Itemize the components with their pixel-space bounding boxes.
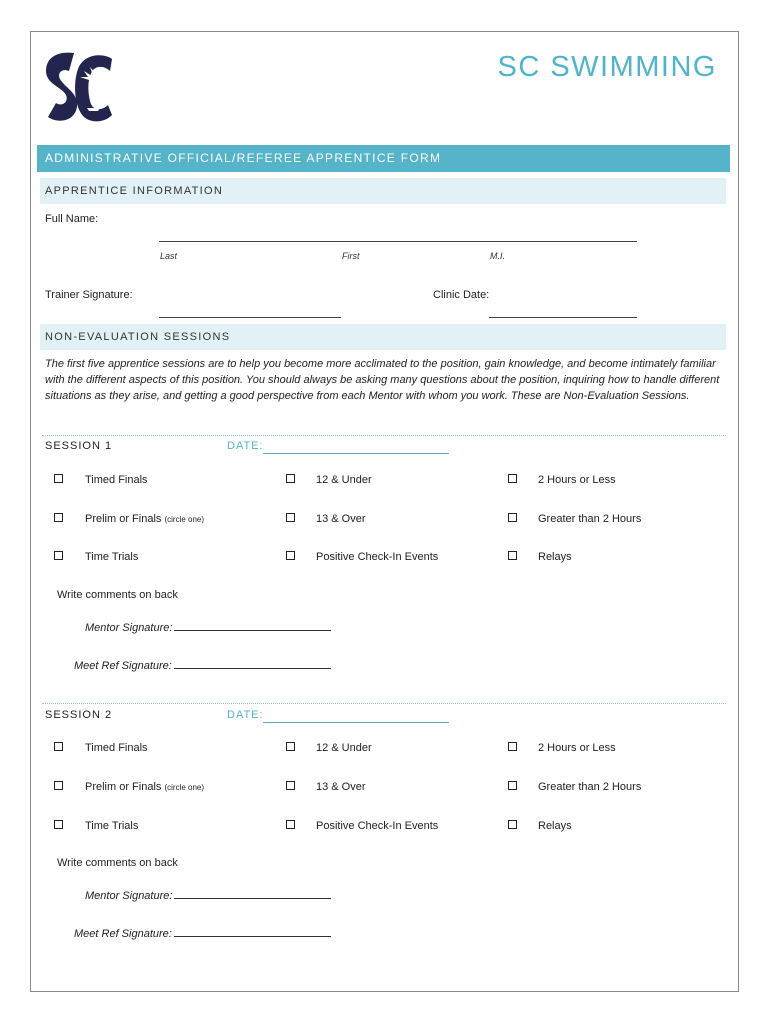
option-relays: Relays [538,551,572,563]
option-timed-finals: Timed Finals [85,742,148,754]
option-13-over: 13 & Over [316,513,366,525]
meet-ref-signature-line[interactable] [174,658,331,669]
checkbox-positive-check-in[interactable] [286,820,295,829]
checkbox-timed-finals[interactable] [54,742,63,751]
checkbox-prelim-or-finals[interactable] [54,781,63,790]
option-positive-check-in: Positive Check-In Events [316,551,439,563]
checkbox-greater-than-2-hours[interactable] [508,513,517,522]
option-time-trials: Time Trials [85,820,139,832]
caption-last: Last [160,251,178,261]
option-prelim-or-finals: Prelim or Finals (circle one) [85,781,205,793]
checkbox-2-hours-or-less[interactable] [508,474,517,483]
option-greater-than-2-hours: Greater than 2 Hours [538,781,642,793]
session-1-date-field[interactable] [263,453,449,454]
session-2-title: SESSION 2 [45,709,113,721]
session-1-date-label: DATE: [227,440,264,452]
brand-title: SC SWIMMING [497,51,717,83]
caption-first: First [342,251,360,261]
circle-one-note: (circle one) [164,515,205,524]
session-2-date-label: DATE: [227,709,264,721]
checkbox-timed-finals[interactable] [54,474,63,483]
checkbox-time-trials[interactable] [54,551,63,560]
meet-ref-signature[interactable]: Meet Ref Signature: [74,658,331,672]
non-eval-intro: The first five apprentice sessions are to help you become more acclimated to the position, gain knowledge, and become intimately familiar with the different aspects of this position. You should always be asking many questions about the position, inquiring how to handle different situations as they arise, and getting a good perspective from each Mentor with whom you work. These are Non-Evaluation Sessions. [45,358,720,402]
circle-one-note: (circle one) [164,783,205,792]
option-2-hours-or-less: 2 Hours or Less [538,742,616,754]
trainer-signature-label: Trainer Signature: [45,289,133,301]
option-13-over: 13 & Over [316,781,366,793]
option-positive-check-in: Positive Check-In Events [316,820,439,832]
session-divider [42,703,726,704]
caption-mi: M.I. [490,251,505,261]
checkbox-13-over[interactable] [286,781,295,790]
clinic-date-label: Clinic Date: [433,289,490,301]
option-2-hours-or-less: 2 Hours or Less [538,474,616,486]
session-divider [42,435,726,436]
option-relays: Relays [538,820,572,832]
non-eval-header: NON-EVALUATION SESSIONS [40,324,726,350]
meet-ref-signature-line[interactable] [174,926,331,937]
option-12-under: 12 & Under [316,742,372,754]
write-comments-note: Write comments on back [57,857,178,869]
session-1-title: SESSION 1 [45,440,113,452]
checkbox-prelim-or-finals[interactable] [54,513,63,522]
checkbox-13-over[interactable] [286,513,295,522]
option-timed-finals: Timed Finals [85,474,148,486]
form-title-banner: ADMINISTRATIVE OFFICIAL/REFEREE APPRENTICE FORM [37,145,730,172]
write-comments-note: Write comments on back [57,589,178,601]
checkbox-12-under[interactable] [286,742,295,751]
option-prelim-or-finals: Prelim or Finals (circle one) [85,513,205,525]
full-name-label: Full Name: [45,213,99,225]
mentor-signature[interactable]: Mentor Signature: [85,620,331,634]
checkbox-relays[interactable] [508,551,517,560]
page-frame [30,31,739,992]
clinic-date-line[interactable] [489,317,637,318]
checkbox-2-hours-or-less[interactable] [508,742,517,751]
trainer-signature-line[interactable] [159,317,341,318]
checkbox-time-trials[interactable] [54,820,63,829]
sc-logo [44,51,114,123]
full-name-line[interactable] [159,241,637,242]
checkbox-12-under[interactable] [286,474,295,483]
checkbox-positive-check-in[interactable] [286,551,295,560]
checkbox-relays[interactable] [508,820,517,829]
meet-ref-signature[interactable]: Meet Ref Signature: [74,926,331,940]
mentor-signature-line[interactable] [174,888,331,899]
session-2-date-field[interactable] [263,722,449,723]
mentor-signature[interactable]: Mentor Signature: [85,888,331,902]
checkbox-greater-than-2-hours[interactable] [508,781,517,790]
option-12-under: 12 & Under [316,474,372,486]
option-greater-than-2-hours: Greater than 2 Hours [538,513,642,525]
option-time-trials: Time Trials [85,551,139,563]
mentor-signature-line[interactable] [174,620,331,631]
apprentice-info-header: APPRENTICE INFORMATION [40,178,726,204]
